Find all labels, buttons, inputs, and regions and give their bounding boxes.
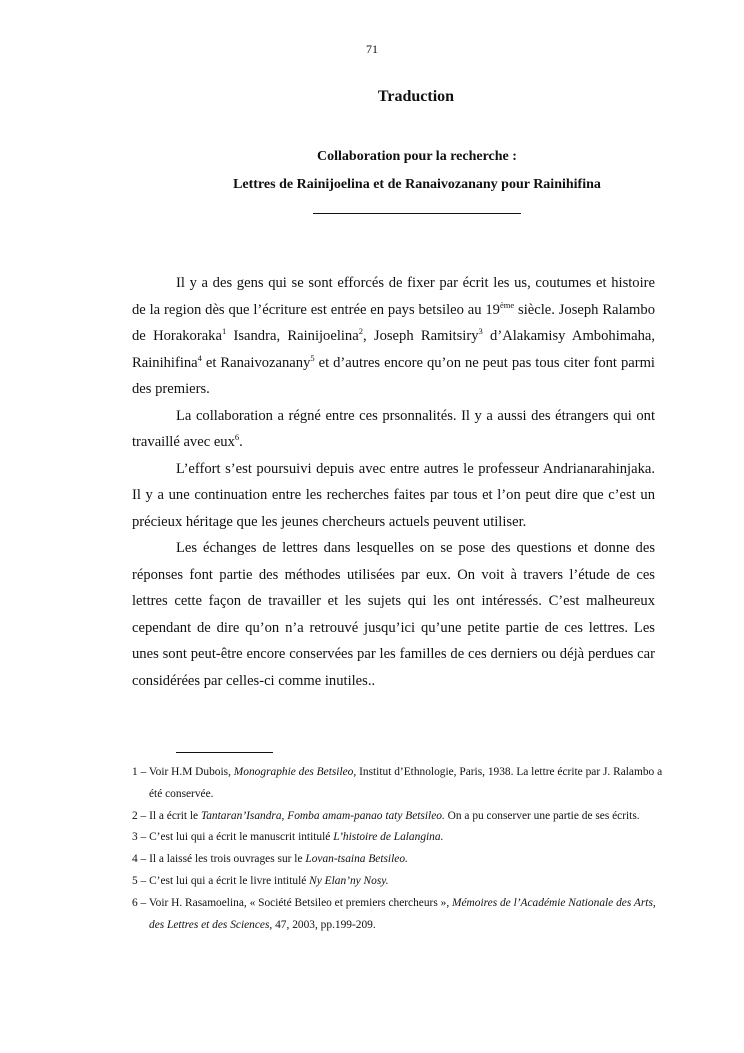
footnote-ref-4[interactable]: 4 [197, 352, 202, 363]
footnote-ref-2[interactable]: 2 [358, 326, 363, 336]
footnote-5: 5 – C’est lui qui a écrit le livre intitulé Ny Elan’ny Nosy. [132, 874, 389, 887]
paragraph-3: L’effort s’est poursuivi depuis avec entre autres le professeur Andrianarahinjaka. Il y a une continuation entre les recherches faites par tous et l’on peut dire que c’est un précieux héritage que les jeunes chercheurs actuels peuvent utiliser. [132, 460, 655, 530]
footnote-3: 3 – C’est lui qui a écrit le manuscrit intitulé L’histoire de Lalangina. [132, 831, 444, 844]
subtitle-line-2: Lettres de Rainijoelina et de Ranaivozanany pour Rainihifina [233, 177, 601, 192]
title-underline-divider [313, 213, 521, 214]
page-title: Traduction [377, 88, 455, 105]
footnote-separator [176, 752, 273, 753]
page-number: 71 [366, 42, 378, 56]
footnote-2: 2 – Il a écrit le Tantaran’Isandra, Fomba amam-panao taty Betsileo. On a pu conserver une partie de ses écrits. [132, 809, 640, 822]
footnote-4: 4 – Il a laissé les trois ouvrages sur le Lovan-tsaina Betsileo. [132, 853, 408, 866]
footnote-1: 1 – Voir H.M Dubois, Monographie des Betsileo, Institut d’Ethnologie, Paris, 1938. La lettre écrite par J. Ralambo a été conservée. [132, 766, 663, 800]
footnote-ref-1[interactable]: 1 [221, 326, 227, 336]
footnote-ref-6[interactable]: 6 [234, 432, 240, 442]
superscript-eme: ème [499, 299, 515, 310]
footnote-ref-3[interactable]: 3 [478, 326, 483, 336]
paragraph-4: Les échanges de lettres dans lesquelles on se pose des questions et donne des réponses font partie des méthodes utilisées par eux. On voit à travers l’étude de ces lettres cette façon de travailler et les sujets qui les ont intéressés. C’est malheureux cependant de dire qu’on n’a retrouvé jusqu’ici qu’une petite partie de ces lettres. Les unes sont peut-être encore conservées par les familles de ces derniers ou déjà perdues car considérées par celles-ci comme inutiles.. [132, 540, 655, 689]
footnotes-section [132, 762, 672, 936]
footnote-6: 6 – Voir H. Rasamoelina, « Société Betsileo et premiers chercheurs », Mémoires de l’Académie Nationale des Arts, des Lettres et des Sciences, 47, 2003, pp.199-209. [132, 896, 656, 931]
main-body-text [132, 270, 655, 694]
paragraph-1: Il y a des gens qui se sont efforcés de fixer par écrit les us, coutumes et histoire de la region dès que l’écriture est entrée en pays betsileo au 19ème siècle. Joseph Ralambo de Horakoraka$^1$ Isandra, Rainijoelina$^2$, Joseph Ramitsiry$^3$ d’Alakamisy Ambohimaha, Rainihifina$^4$ et Ranaivozanany$^5$ et d’autres encore qu’on ne peut pas tous citer font parmi des premiers. [132, 275, 656, 397]
subtitle-line-1: Collaboration pour la recherche : [317, 149, 517, 164]
footnote-ref-5[interactable]: 5 [310, 352, 315, 363]
paragraph-2: La collaboration a régné entre ces prsonnalités. Il y a aussi des étrangers qui ont travaillé avec eux$^6$. [132, 407, 655, 450]
